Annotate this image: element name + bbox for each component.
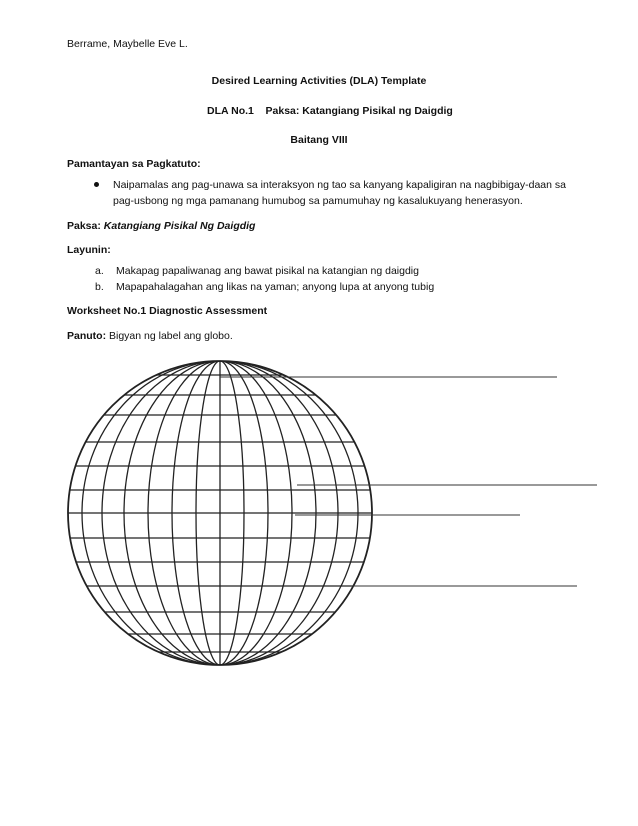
instruction-text: Bigyan ng label ang globo. [109,330,233,342]
worksheet-title: Worksheet No.1 Diagnostic Assessment [67,305,268,317]
bullet-icon [94,182,99,187]
standard-text: Naipamalas ang pag-unawa sa interaksyon ng tao sa kanyang kapaligiran na nagbibigay-daan sa pag-usbong ng mga pamanang humubog sa pamumuhay ng kasalukuyang henerasyon. [113,179,566,207]
topic-value: Katangiang Pisikal Ng Daigdig [103,220,256,232]
grade-level: Baitang VIII [290,134,348,146]
instruction-label: Panuto: [67,330,107,342]
topic-label: Paksa: [67,220,101,232]
instruction-line [67,330,233,342]
dla-line: DLA No.1 Paksa: Katangiang Pisikal ng Daigdig [207,105,453,117]
standard-label: Pamantayan sa Pagkatuto: [67,158,201,170]
page-title: Desired Learning Activities (DLA) Template [211,75,427,87]
globe-diagram [55,350,635,670]
author-name: Berrame, Maybelle Eve L. [67,38,188,50]
label-lines [220,377,597,586]
globe-grid [55,350,385,670]
objective-text-a: Makapag papaliwanag ang bawat pisikal na katangian ng daigdig [116,265,419,277]
objective-marker-b: b. [95,281,104,293]
objective-marker-a: a. [95,265,104,277]
objective-text-b: Mapapahalagahan ang likas na yaman; anyong lupa at anyong tubig [116,281,435,293]
objectives-label: Layunin: [67,244,111,256]
topic-line [67,220,255,232]
